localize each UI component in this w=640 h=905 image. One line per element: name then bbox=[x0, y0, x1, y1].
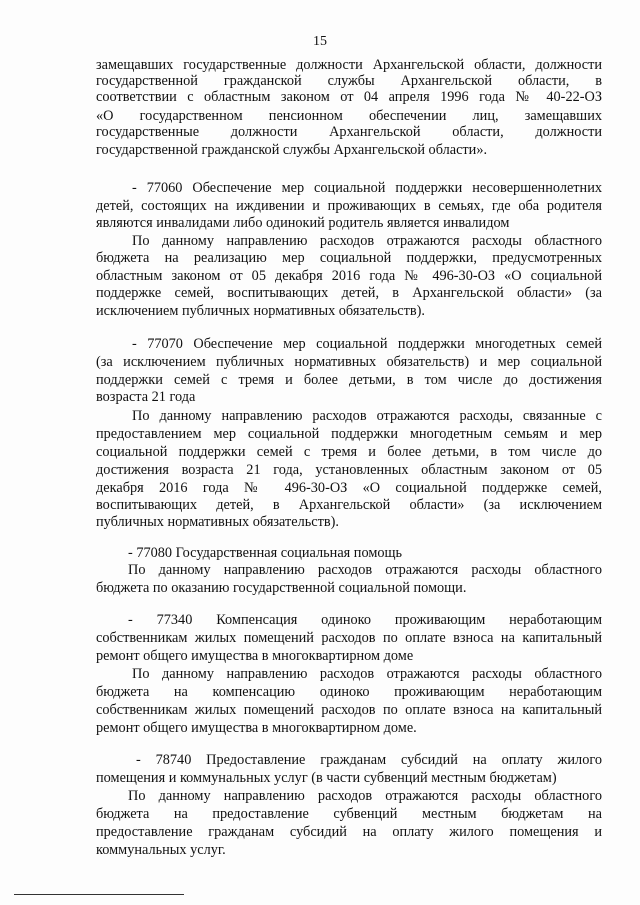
text-line: воспитывающих детей, в Архангельской области» (за исключением bbox=[96, 497, 602, 513]
text-line: По данному направлению расходов отражаются расходы областного bbox=[132, 666, 602, 682]
footer-rule bbox=[14, 894, 184, 895]
text-line: По данному направлению расходов отражаются расходы областного bbox=[132, 233, 602, 249]
text-line: бюджета по оказанию государственной социальной помощи. bbox=[96, 580, 467, 596]
text-line: предоставлением мер социальной поддержки многодетным семьям и мер bbox=[96, 426, 602, 442]
text-line: являются инвалидами либо одинокий родитель является инвалидом bbox=[96, 215, 510, 231]
text-line: бюджета на компенсацию одиноко проживающим неработающим bbox=[96, 684, 602, 700]
text-line: социальной поддержки семей с тремя и более детьми, в том числе до bbox=[96, 444, 602, 460]
text-line: собственникам жилых помещений расходов по оплате взноса на капитальный bbox=[96, 702, 602, 718]
text-line: ремонт общего имущества в многоквартирном доме. bbox=[96, 720, 417, 736]
text-line: областным законом от 05 декабря 2016 года № 496-30-ОЗ «О социальной bbox=[96, 268, 602, 284]
text-line: бюджета на предоставление субвенций местным бюджетам на bbox=[96, 806, 602, 822]
text-line: По данному направлению расходов отражаются расходы, связанные с bbox=[132, 408, 602, 424]
text-line: исключением публичных нормативных обязательств). bbox=[96, 303, 425, 319]
text-line: детей, состоящих на иждивении и проживающих в семьях, где оба родителя bbox=[96, 198, 602, 214]
section-heading-77080: - 77080 Государственная социальная помощь bbox=[128, 545, 403, 561]
text-line: ремонт общего имущества в многоквартирном доме bbox=[96, 648, 414, 664]
text-line: По данному направлению расходов отражаются расходы областного bbox=[128, 788, 602, 804]
text-line: предоставление гражданам субсидий на оплату жилого помещения и bbox=[96, 824, 602, 840]
text-line: достижения возраста 21 года, установленных областным законом от 05 bbox=[96, 462, 602, 478]
section-heading-78740: - 78740 Предоставление гражданам субсидий на оплату жилого bbox=[136, 752, 602, 768]
text-line: декабря 2016 года № 496-30-ОЗ «О социальной поддержке семей, bbox=[96, 480, 602, 496]
text-line: По данному направлению расходов отражаются расходы областного bbox=[128, 562, 602, 578]
text-line: помещения и коммунальных услуг (в части субвенций местным бюджетам) bbox=[96, 770, 557, 786]
text-line: возраста 21 года bbox=[96, 389, 196, 405]
text-line: собственникам жилых помещений расходов по оплате взноса на капитальный bbox=[96, 630, 602, 646]
text-line: государственные должности Архангельской области, должности bbox=[96, 124, 602, 140]
text-line: замещавших государственные должности Архангельской области, должности bbox=[96, 57, 602, 73]
text-line: (за исключением публичных нормативных обязательств) и мер социальной bbox=[96, 354, 602, 370]
text-line: соответствии с областным законом от 04 апреля 1996 года № 40-22-ОЗ bbox=[96, 89, 602, 105]
section-heading-77070: - 77070 Обеспечение мер социальной поддержки многодетных семей bbox=[132, 336, 602, 352]
text-line: государственной гражданской службы Архангельской области». bbox=[96, 142, 488, 158]
text-line: «О государственном пенсионном обеспечении лиц, замещавших bbox=[96, 108, 602, 124]
text-line: государственной гражданской службы Архангельской области, в bbox=[96, 73, 602, 89]
page-number: 15 bbox=[313, 34, 327, 49]
section-heading-77060: - 77060 Обеспечение мер социальной поддержки несовершеннолетних bbox=[132, 180, 602, 196]
text-line: коммунальных услуг. bbox=[96, 842, 226, 858]
section-heading-77340: - 77340 Компенсация одиноко проживающим неработающим bbox=[128, 612, 602, 628]
text-line: публичных нормативных обязательств). bbox=[96, 514, 339, 530]
text-line: поддержки семей с тремя и более детьми, в том числе до достижения bbox=[96, 372, 602, 388]
text-line: бюджета на реализацию мер социальной поддержки, предусмотренных bbox=[96, 250, 602, 266]
text-line: поддержке семей, воспитывающих детей, в Архангельской области» (за bbox=[96, 285, 602, 301]
